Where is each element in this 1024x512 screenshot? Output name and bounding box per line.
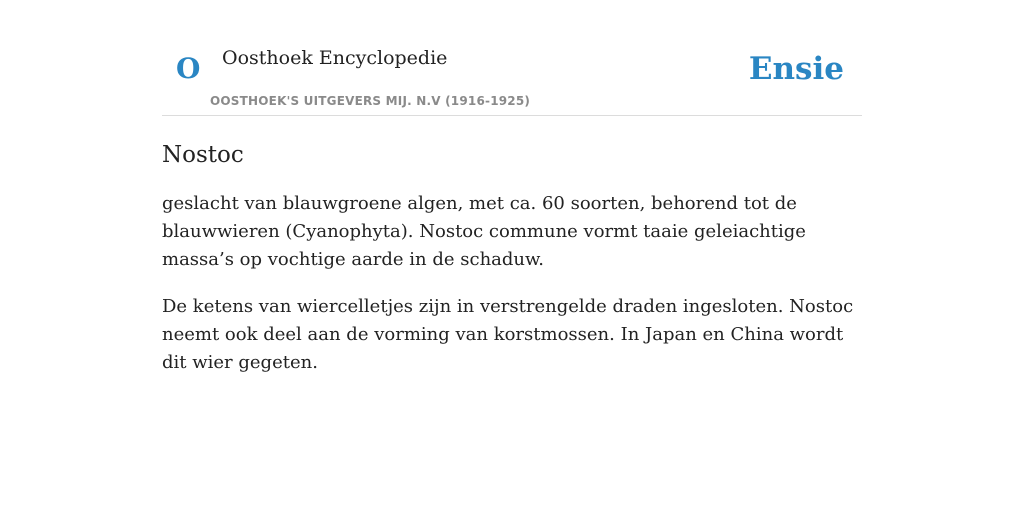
- site-title[interactable]: Oosthoek Encyclopedie: [222, 47, 448, 69]
- article: [162, 140, 862, 377]
- logo-icon[interactable]: O: [176, 52, 201, 85]
- site-header: [162, 0, 862, 116]
- publisher-subtitle: OOSTHOEK'S UITGEVERS MIJ. N.V (1916-1925): [210, 94, 531, 108]
- article-title: Nostoc: [162, 142, 244, 168]
- page: [162, 0, 862, 377]
- article-paragraph: geslacht van blauwgroene algen, met ca. 60 soorten, behorend tot de blauwwieren (Cyanophyta). Nostoc commune vormt taaie geleiachtige massa’s op vochtige aarde in de schaduw.: [162, 193, 806, 270]
- article-paragraph: De ketens van wiercelletjes zijn in verstrengelde draden ingesloten. Nostoc neemt ook deel aan de vorming van korstmossen. In Japan en China wordt dit wier gegeten.: [162, 296, 854, 373]
- ensie-brand-link[interactable]: Ensie: [748, 51, 844, 87]
